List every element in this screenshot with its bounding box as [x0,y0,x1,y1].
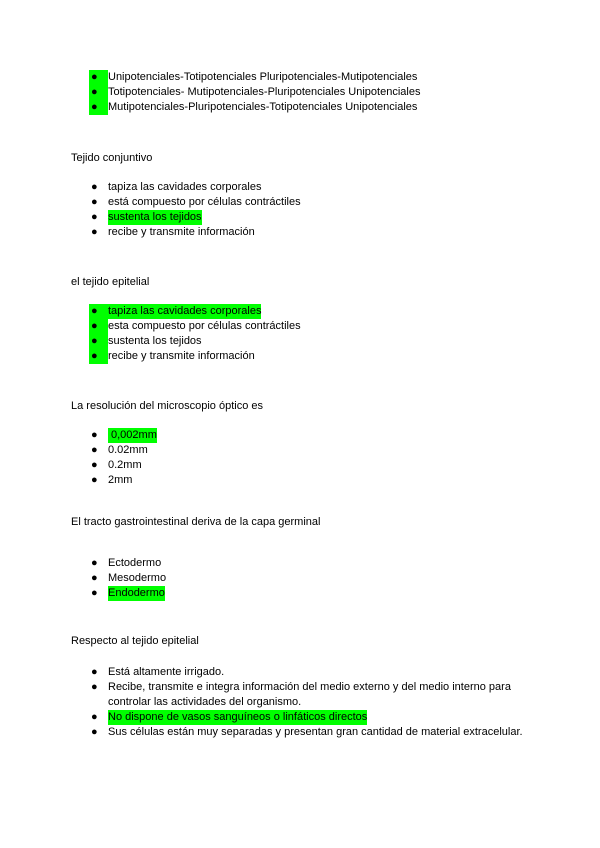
list-item [0,195,600,210]
correct-answer: 0,002mm [108,428,157,443]
bullet-icon: ● [91,211,98,223]
bullet-icon: ● [91,572,98,584]
bullet-icon: ● [89,100,108,115]
answer-option: Mutipotenciales-Pluripotenciales-Totipotenciales Unipotenciales [108,101,418,113]
answer-option: Está altamente irrigado. [108,666,225,678]
question-title: el tejido epitelial [71,276,150,288]
answer-option: Mesodermo [108,572,167,584]
list-item [0,680,600,710]
list-item [0,458,600,473]
bullet-icon: ● [91,181,98,193]
bullet-icon: ● [91,681,98,693]
list-item [0,428,600,443]
answer-option: sustenta los tejidos [108,335,202,347]
bullet-icon: ● [89,85,108,100]
list-item [0,556,600,571]
answer-option: 0.2mm [108,459,142,471]
list-item [0,225,600,240]
bullet-icon: ● [89,319,108,334]
answer-option: esta compuesto por células contráctiles [108,320,301,332]
list-item [0,85,600,100]
list-item [0,70,600,85]
correct-answer: No dispone de vasos sanguíneos o linfáticos directos [108,711,368,723]
bullet-icon: ● [91,557,98,569]
list-item [0,710,600,725]
bullet-icon: ● [91,474,98,486]
answer-option: Sus células están muy separadas y presentan gran cantidad de material extracelular. [108,726,523,738]
list-item [0,180,600,195]
list-item [0,571,600,586]
list-item [0,665,600,680]
list-item [0,210,600,225]
bullet-icon: ● [89,70,108,85]
list-item [0,473,600,488]
answer-option: 2mm [108,474,133,486]
question-title: La resolución del microscopio óptico es [71,400,263,412]
answer-option: Totipotenciales- Mutipotenciales-Pluripotenciales Unipotenciales [108,86,421,98]
question-title: El tracto gastrointestinal deriva de la capa germinal [71,516,321,528]
list-item [0,443,600,458]
answer-option: está compuesto por células contráctiles [108,196,301,208]
list-item [0,586,600,601]
bullet-icon: ● [91,196,98,208]
answer-option: Unipotenciales-Totipotenciales Pluripotenciales-Mutipotenciales [108,71,418,83]
bullet-icon: ● [91,726,98,738]
answer-option: Ectodermo [108,557,162,569]
correct-answer: tapiza las cavidades corporales [108,305,262,317]
bullet-icon: ● [91,429,98,441]
list-item [0,304,600,319]
bullet-icon: ● [91,226,98,238]
correct-answer: Endodermo [108,587,165,599]
answer-option: 0.02mm [108,444,148,456]
bullet-icon: ● [91,587,98,599]
answer-option: recibe y transmite información [108,226,255,238]
list-item [0,100,600,115]
list-item [0,349,600,364]
bullet-icon: ● [91,711,98,723]
bullet-icon: ● [89,304,108,319]
bullet-icon: ● [89,334,108,349]
list-item [0,725,600,740]
answer-option: tapiza las cavidades corporales [108,181,262,193]
answer-option: Recibe, transmite e integra información del medio externo y del medio interno para controlar las actividades del organismo. [108,681,511,708]
correct-answer: sustenta los tejidos [108,211,202,223]
bullet-icon: ● [89,349,108,364]
list-item [0,319,600,334]
list-item [0,334,600,349]
bullet-icon: ● [91,459,98,471]
bullet-icon: ● [91,666,98,678]
question-title: Respecto al tejido epitelial [71,635,199,647]
answer-option: recibe y transmite información [108,350,255,362]
bullet-icon: ● [91,444,98,456]
question-title: Tejido conjuntivo [71,152,153,164]
